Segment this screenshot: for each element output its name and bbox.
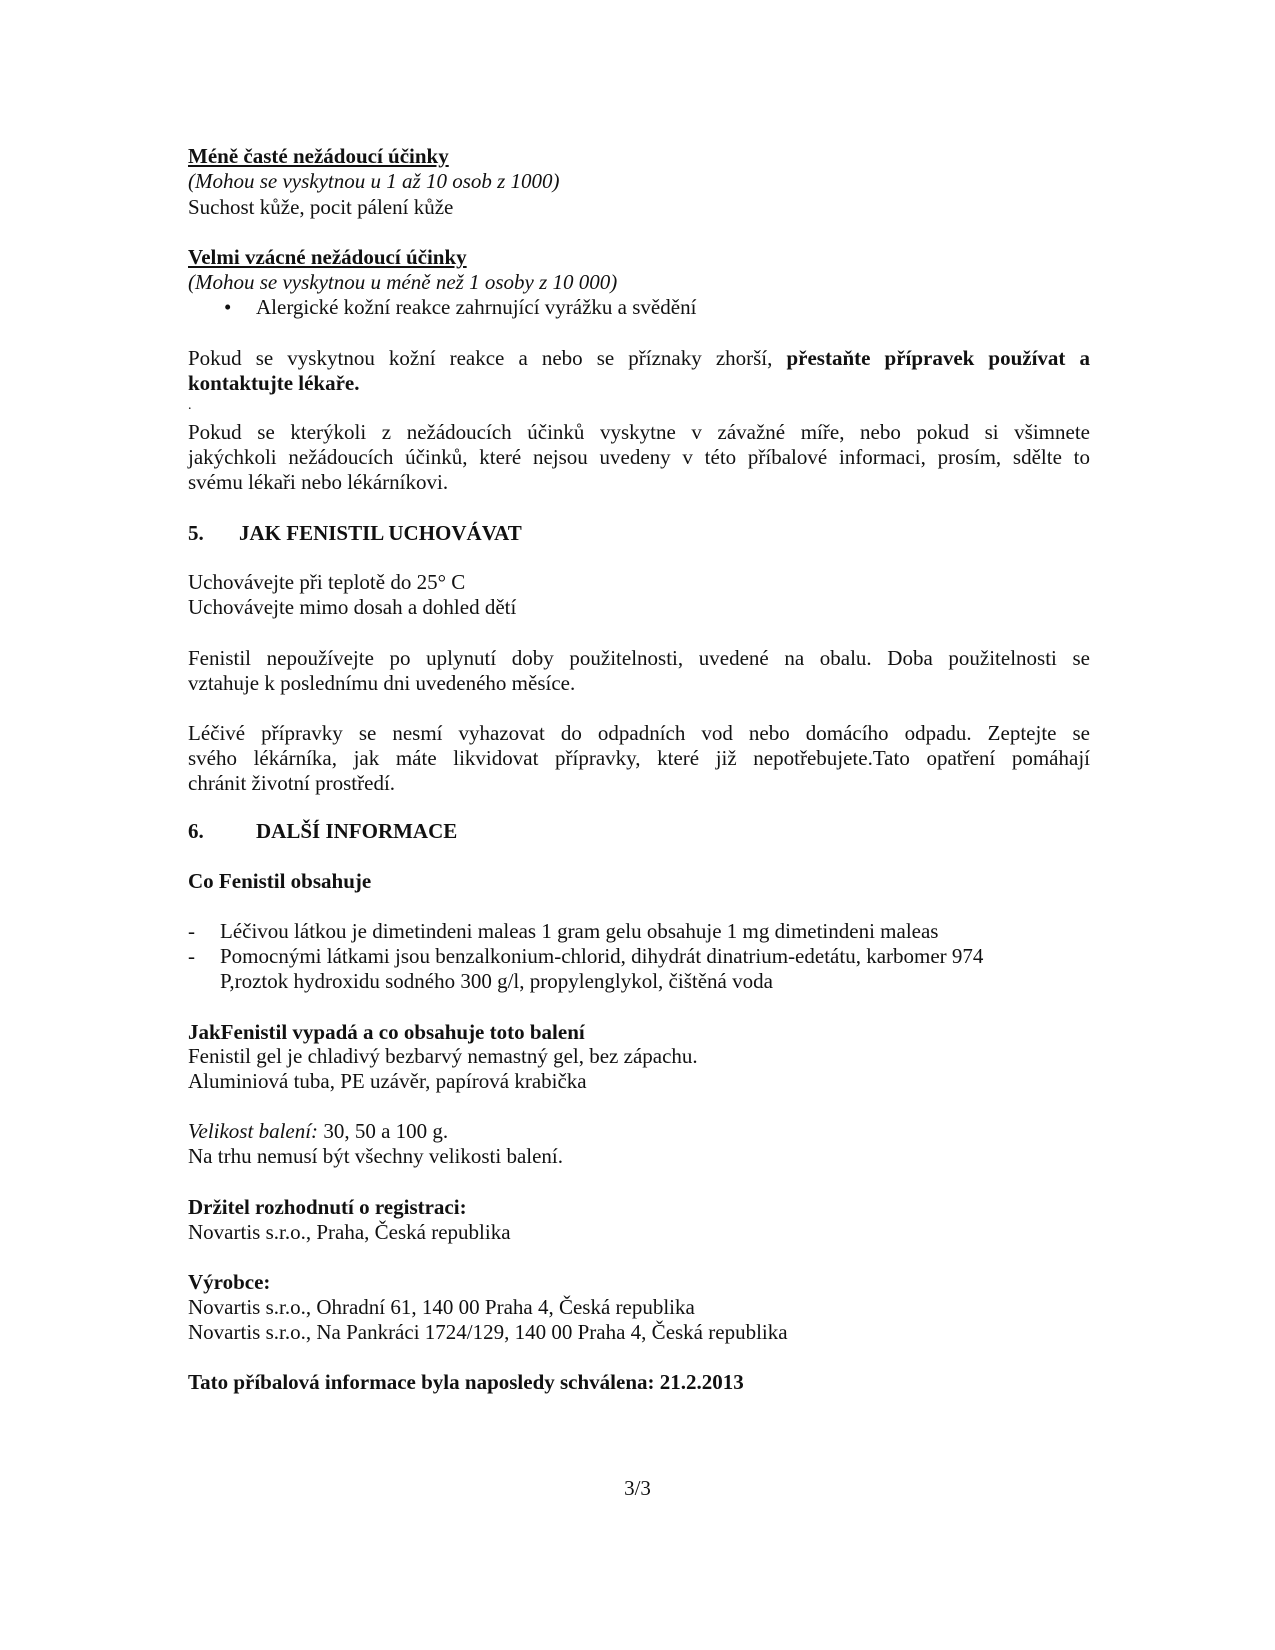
paragraph: svého lékárníka, jak máte likvidovat přípravky, které již nepotřebujete.Tato opatření pomáhají: [188, 746, 1090, 770]
paragraph: Uchovávejte mimo dosah a dohled dětí: [188, 595, 517, 619]
list-item: P,roztok hydroxidu sodného 300 g/l, propylenglykol, čištěná voda: [220, 969, 773, 993]
paragraph: Novartis s.r.o., Na Pankráci 1724/129, 140 00 Praha 4, Česká republika: [188, 1320, 788, 1344]
paragraph: jakýchkoli nežádoucích účinků, které nejsou uvedeny v této příbalové informaci, prosím, sdělte to: [188, 445, 1090, 469]
bullet-icon: •: [224, 295, 232, 319]
section-title: DALŠÍ INFORMACE: [256, 819, 458, 843]
paragraph: Novartis s.r.o., Praha, Česká republika: [188, 1220, 511, 1244]
warning-paragraph: [188, 345, 1090, 371]
pack-size-label: Velikost balení:: [188, 1119, 319, 1143]
paragraph: chránit životní prostředí.: [188, 771, 396, 795]
paragraph: Léčivé přípravky se nesmí vyhazovat do odpadních vod nebo domácího odpadu. Zeptejte se: [188, 721, 1090, 745]
section-heading: Méně časté nežádoucí účinky: [188, 144, 449, 168]
paragraph: Na trhu nemusí být všechny velikosti balení.: [188, 1144, 564, 1168]
paragraph: Novartis s.r.o., Ohradní 61, 140 00 Praha 4, Česká republika: [188, 1295, 695, 1319]
frequency-note: (Mohou se vyskytnou u 1 až 10 osob z 1000): [188, 169, 560, 193]
page-number: 3/3: [624, 1476, 651, 1500]
list-item: Alergické kožní reakce zahrnující vyrážku a svědění: [256, 295, 697, 319]
paragraph: svému lékaři nebo lékárníkovi.: [188, 470, 449, 494]
list-item: Pomocnými látkami jsou benzalkonium-chlorid, dihydrát dinatrium-edetátu, karbomer 974: [220, 944, 984, 968]
paragraph: vztahuje k poslednímu dni uvedeného měsíce.: [188, 671, 576, 695]
approval-date: Tato příbalová informace byla naposledy schválena: 21.2.2013: [188, 1370, 744, 1394]
warning-bold-text: kontaktujte lékaře.: [188, 371, 360, 395]
subheading: JakFenistil vypadá a co obsahuje toto balení: [188, 1020, 585, 1044]
subheading: Držitel rozhodnutí o registraci:: [188, 1195, 467, 1219]
dash-icon: -: [188, 919, 195, 943]
paragraph: Suchost kůže, pocit pálení kůže: [188, 195, 454, 219]
dash-icon: -: [188, 944, 195, 968]
warning-bold-text: přestaňte přípravek používat a: [786, 346, 1090, 370]
section-heading: Velmi vzácné nežádoucí účinky: [188, 245, 467, 269]
paragraph: Uchovávejte při teplotě do 25° C: [188, 570, 466, 594]
list-item: Léčivou látkou je dimetindeni maleas 1 gram gelu obsahuje 1 mg dimetindeni maleas: [220, 919, 939, 943]
stray-dot: .: [188, 398, 192, 413]
paragraph: Fenistil gel je chladivý bezbarvý nemastný gel, bez zápachu.: [188, 1044, 698, 1068]
pack-size-value: 30, 50 a 100 g.: [318, 1119, 449, 1143]
paragraph: Fenistil nepoužívejte po uplynutí doby použitelnosti, uvedené na obalu. Doba použitelnosti se: [188, 646, 1090, 670]
warning-text: Pokud se vyskytnou kožní reakce a nebo se příznaky zhorší,: [188, 346, 787, 370]
section-title: JAK FENISTIL UCHOVÁVAT: [239, 521, 522, 545]
section-number: 5.: [188, 521, 204, 545]
subheading: Co Fenistil obsahuje: [188, 869, 372, 893]
paragraph: Pokud se kterýkoli z nežádoucích účinků vyskytne v závažné míře, nebo pokud si všimnete: [188, 420, 1090, 444]
pack-size: [188, 1118, 448, 1144]
subheading: Výrobce:: [188, 1270, 271, 1294]
paragraph: Aluminiová tuba, PE uzávěr, papírová krabička: [188, 1069, 587, 1093]
section-number: 6.: [188, 819, 204, 843]
frequency-note: (Mohou se vyskytnou u méně než 1 osoby z 10 000): [188, 270, 618, 294]
